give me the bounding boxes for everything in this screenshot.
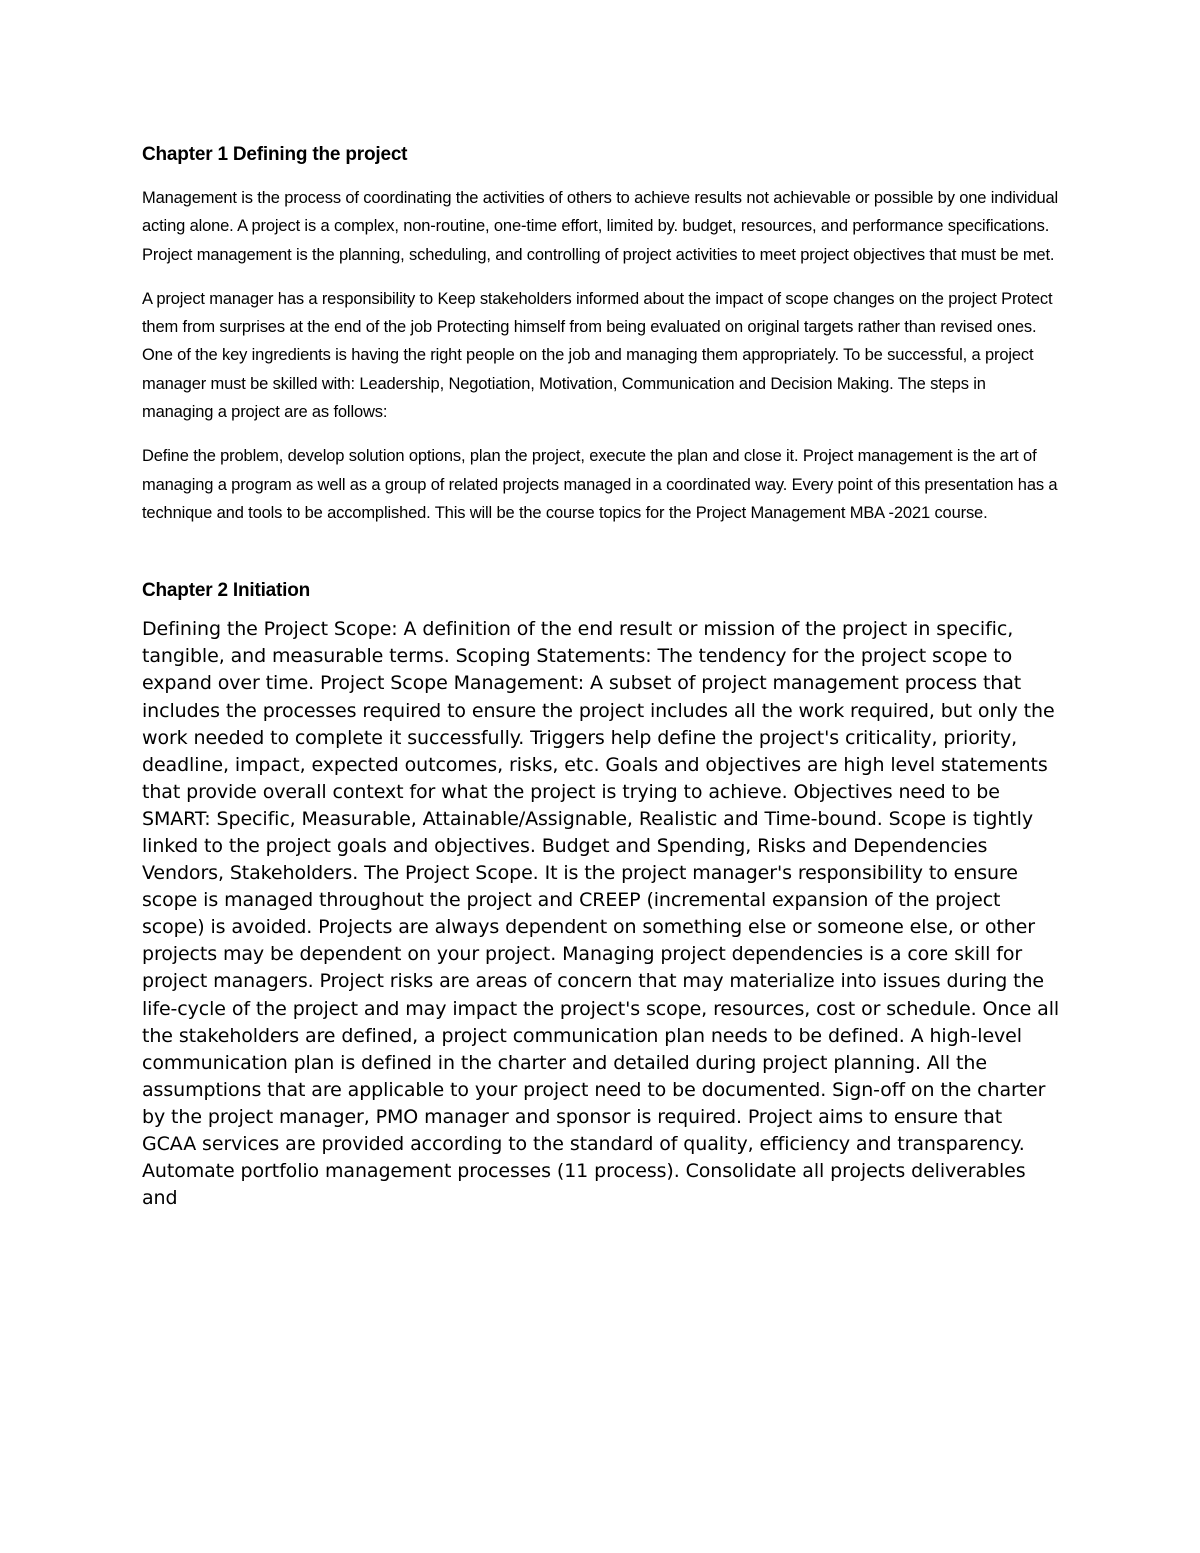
- chapter-1-paragraph-2: A project manager has a responsibility to Keep stakeholders informed about the impact of scope changes on the project Protect them from surprises at the end of the job Protecting himself from being evaluated on original targets rather than revised ones. One of the key ingredients is having the right people on the job and managing them appropriately. To be successful, a project manager must be skilled with: Leadership, Negotiation, Motivation, Communication and Decision Making. The steps in managing a project are as follows:: [142, 289, 1053, 422]
- chapter-2-heading: Chapter 2 Initiation: [142, 580, 311, 602]
- chapter-1-heading: Chapter 1 Defining the project: [142, 144, 408, 165]
- document-content: [142, 140, 1060, 1212]
- chapter-1-paragraph-3: Define the problem, develop solution options, plan the project, execute the plan and close it. Project management is the art of managing a program as well as a group of related projects managed in a coordinated way. Every point of this presentation has a technique and tools to be accomplished. This will be the course topics for the Project Management MBA -2021 course.: [142, 447, 1058, 522]
- chapter-1-paragraph-1: Management is the process of coordinating the activities of others to achieve results not achievable or possible by one individual acting alone. A project is a complex, non-routine, one-time effort, limited by. budget, resources, and performance specifications. Project management is the planning, scheduling, and controlling of project activities to meet project objectives that must be met.: [142, 189, 1059, 264]
- chapter-2-body: Defining the Project Scope: A definition of the end result or mission of the project in specific, tangible, and measurable terms. Scoping Statements: The tendency for the project scope to expand over time. Project Scope Management: A subset of project management process that includes the processes required to ensure the project includes all the work required, but only the work needed to complete it successfully. Triggers help define the project's criticality, priority, deadline, impact, expected outcomes, risks, etc. Goals and objectives are high level statements that provide overall context for what the project is trying to achieve. Objectives need to be SMART: Specific, Measurable, Attainable/Assignable, Realistic and Time-bound. Scope is tightly linked to the project goals and objectives. Budget and Spending, Risks and Dependencies Vendors, Stakeholders. The Project Scope. It is the project manager's responsibility to ensure scope is managed throughout the project and CREEP (incremental expansion of the project scope) is avoided. Projects are always dependent on something else or someone else, or other projects may be dependent on your project. Managing project dependencies is a core skill for project managers. Project risks are areas of concern that may materialize into issues during the life-cycle of the project and may impact the project's scope, resources, cost or schedule. Once all the stakeholders are defined, a project communication plan needs to be defined. A high-level communication plan is defined in the charter and detailed during project planning. All the assumptions that are applicable to your project need to be documented. Sign-off on the charter by the project manager, PMO manager and sponsor is required. Project aims to ensure that GCAA services are provided according to the standard of quality, efficiency and transparency. Automate portfolio management processes (11 process). Consolidate all projects deliverables and: [142, 618, 1060, 1210]
